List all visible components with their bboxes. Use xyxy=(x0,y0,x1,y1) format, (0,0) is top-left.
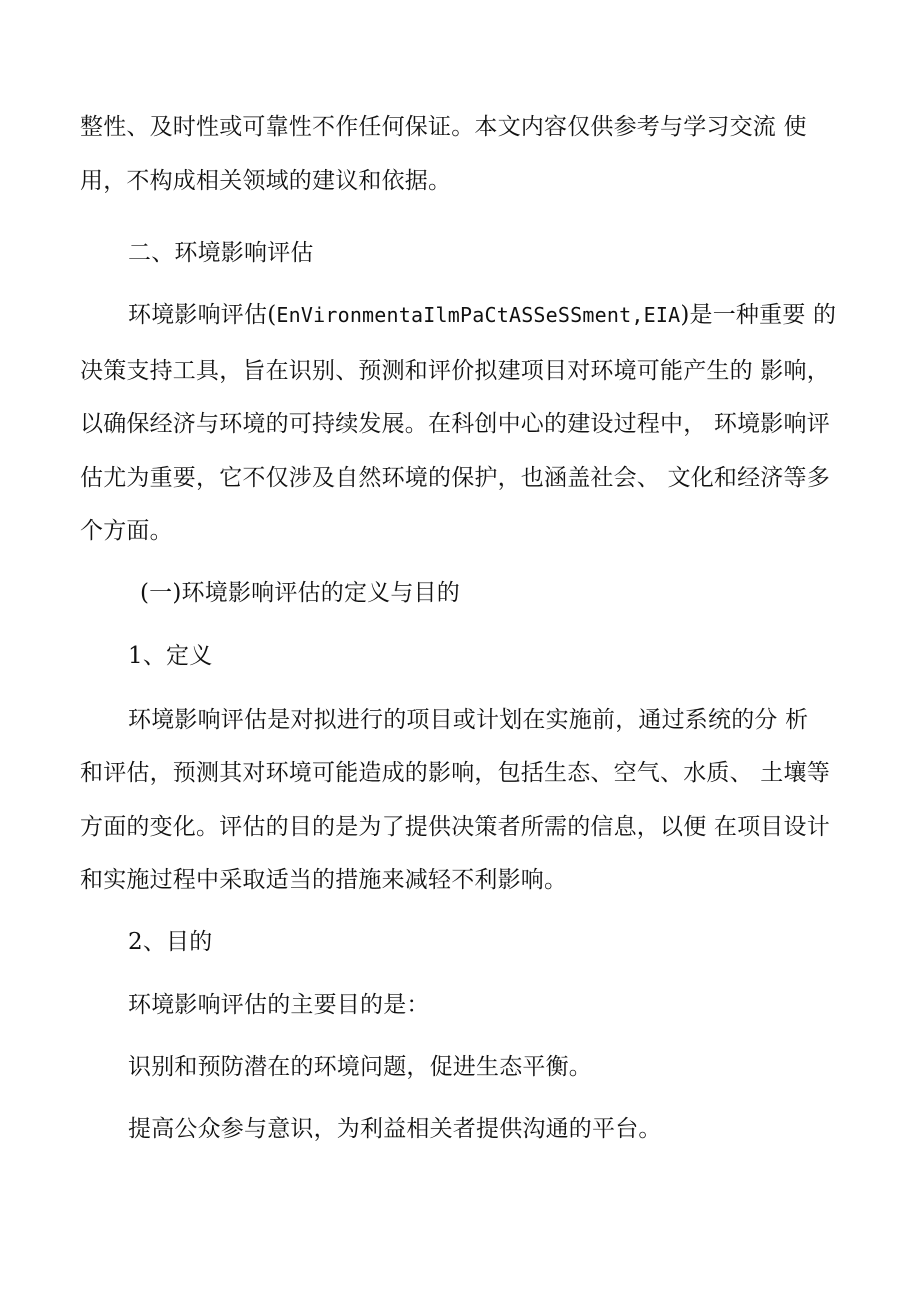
definition-line-4: 和实施过程中采取适当的措施来减轻不利影响。 xyxy=(80,867,568,893)
eia-line1-prefix: 环境影响评估( xyxy=(128,302,277,328)
eia-line1-suffix: )是一种重要 的 xyxy=(680,302,837,328)
section-heading: 二、环境影响评估 xyxy=(128,240,314,266)
eia-paragraph-line-3: 以确保经济与环境的可持续发展。在科创中心的建设过程中， 环境影响评 xyxy=(80,411,830,437)
subsection-heading: (一)环境影响评估的定义与目的 xyxy=(140,580,460,606)
intro-line-2: 用，不构成相关领域的建议和依据。 xyxy=(80,168,452,194)
intro-line-1: 整性、及时性或可靠性不作任何保证。本文内容仅供参考与学习交流 使 xyxy=(80,114,807,140)
eia-paragraph-line-1 xyxy=(128,300,836,330)
definition-line-3: 方面的变化。评估的目的是为了提供决策者所需的信息，以便 在项目设计 xyxy=(80,814,830,840)
eia-term: EnVironmentaIlmPaCtASSeSSment,EIA xyxy=(276,303,681,327)
eia-paragraph-line-5: 个方面。 xyxy=(80,518,173,544)
purpose-item-1: 识别和预防潜在的环境问题，促进生态平衡。 xyxy=(128,1054,592,1080)
eia-paragraph-line-2: 决策支持工具，旨在识别、预测和评价拟建项目对环境可能产生的 影响， xyxy=(80,358,830,384)
purpose-item-2: 提高公众参与意识，为利益相关者提供沟通的平台。 xyxy=(128,1116,662,1142)
definition-line-1: 环境影响评估是对拟进行的项目或计划在实施前，通过系统的分 析 xyxy=(128,707,809,733)
eia-paragraph-line-4: 估尤为重要，它不仅涉及自然环境的保护，也涵盖社会、 文化和经济等多 xyxy=(80,465,830,491)
purpose-intro: 环境影响评估的主要目的是： xyxy=(128,992,430,1018)
definition-heading: 1、定义 xyxy=(128,643,213,669)
definition-line-2: 和评估，预测其对环境可能造成的影响，包括生态、空气、水质、 土壤等 xyxy=(80,760,830,786)
purpose-heading: 2、目的 xyxy=(128,929,213,955)
